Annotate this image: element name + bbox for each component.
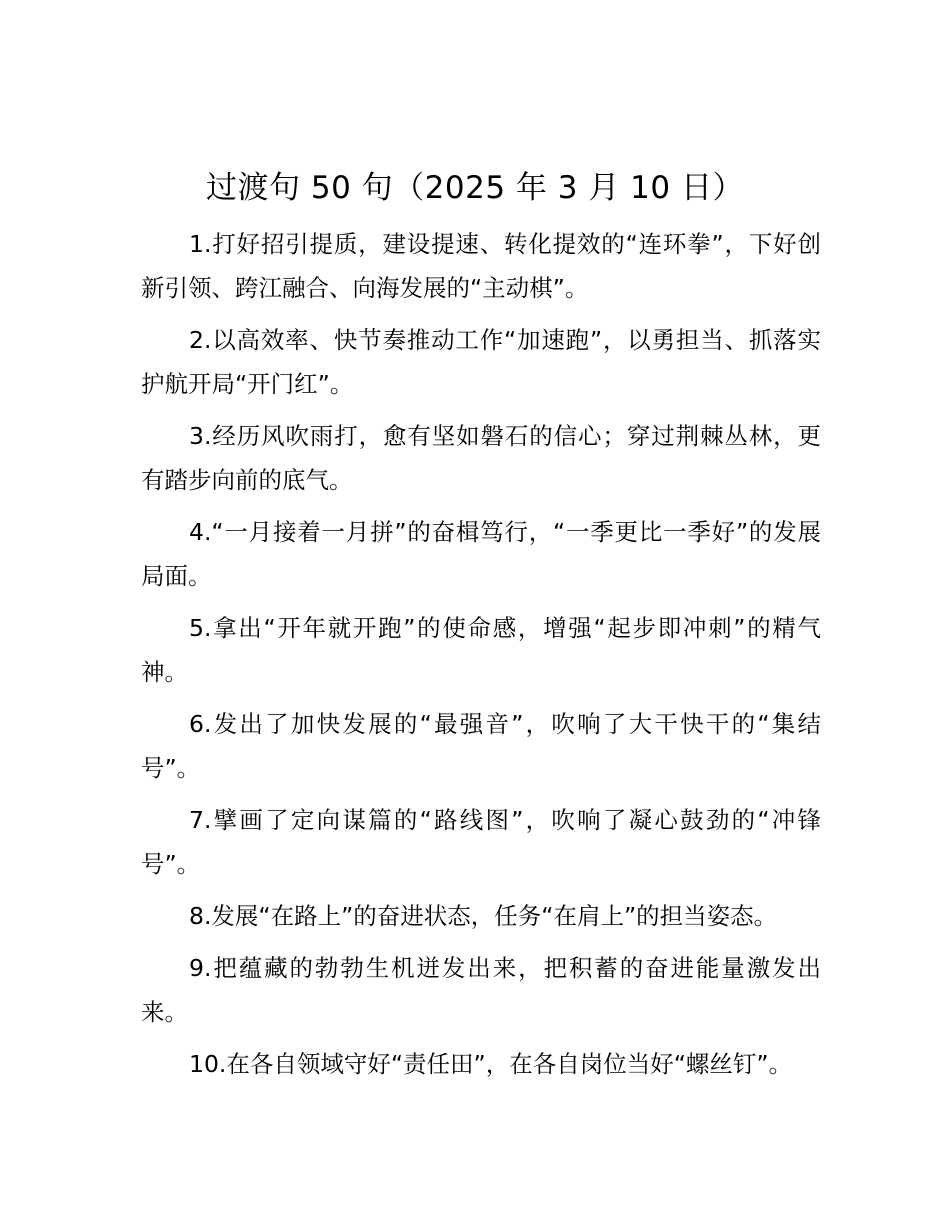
paragraph-5: 5.拿出“开年就开跑”的使命感，增强“起步即冲刺”的精气神。: [141, 614, 821, 686]
paragraph-10: 10.在各自领域守好“责任田”，在各自岗位当好“螺丝钉”。: [189, 1050, 793, 1078]
paragraph-1: 1.打好招引提质，建设提速、转化提效的“连环拳”，下好创新引领、跨江融合、向海发展的“主动棋”。: [141, 230, 821, 302]
paragraph-8: 8.发展“在路上”的奋进状态，任务“在肩上”的担当姿态。: [189, 902, 778, 930]
paragraph-9: 9.把蕴藏的勃勃生机迸发出来，把积蓄的奋进能量激发出来。: [141, 954, 821, 1026]
paragraph-3: 3.经历风吹雨打，愈有坚如磐石的信心；穿过荆棘丛林，更有踏步向前的底气。: [141, 422, 821, 494]
paragraph-2: 2.以高效率、快节奏推动工作“加速跑”，以勇担当、抓落实护航开局“开门红”。: [141, 326, 821, 398]
paragraph-4: 4.“一月接着一月拼”的奋楫笃行，“一季更比一季好”的发展局面。: [141, 518, 821, 590]
document-body: [141, 222, 821, 1094]
paragraph-7: 7.擘画了定向谋篇的“路线图”，吹响了凝心鼓劲的“冲锋号”。: [141, 806, 821, 878]
document-title: 过渡句 50 句（2025 年 3 月 10 日）: [206, 170, 744, 206]
paragraph-6: 6.发出了加快发展的“最强音”，吹响了大干快干的“集结号”。: [141, 710, 821, 782]
